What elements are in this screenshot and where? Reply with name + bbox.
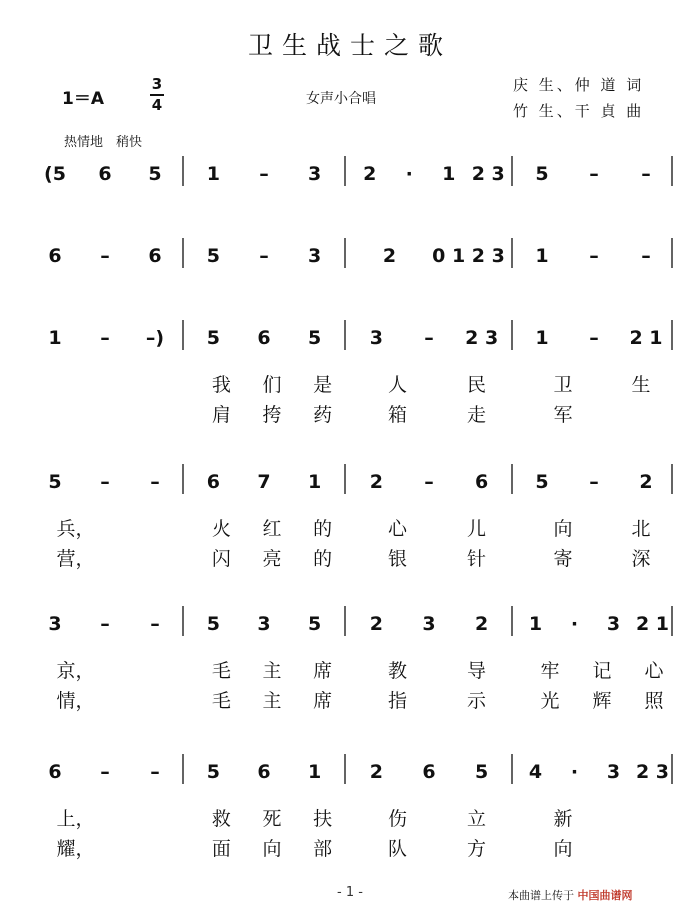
note: 1 xyxy=(535,327,549,349)
lyric-char: 儿 xyxy=(466,518,487,540)
meter-top: 3 xyxy=(151,75,163,93)
note: – xyxy=(424,471,434,493)
lyric-char: 走 xyxy=(466,404,487,426)
lyric-char: 药 xyxy=(313,404,333,426)
note: (5 xyxy=(44,163,66,185)
note: – xyxy=(589,471,599,493)
note: 5 xyxy=(206,327,220,349)
lyric-char: 毛 xyxy=(211,690,231,712)
note: – xyxy=(100,471,110,493)
lyric-char: 记 xyxy=(592,660,612,682)
lyric-char: 京， xyxy=(56,660,95,682)
lyric-char: 席 xyxy=(313,660,333,682)
note: 2 1 xyxy=(635,613,670,635)
lyricist-credit: 庆 生、仲 道 词 xyxy=(513,76,645,94)
lyric-char: 扶 xyxy=(313,808,333,830)
page-number: - 1 - xyxy=(337,885,363,900)
upload-footer xyxy=(508,887,633,903)
lyric-char: 箱 xyxy=(387,404,408,426)
tempo-marking: 热情地 稍快 xyxy=(64,135,143,150)
lyric-char: 耀， xyxy=(56,838,95,860)
lyric-char: 针 xyxy=(466,548,487,570)
note: 5 xyxy=(148,163,162,185)
note: 0 1 2 3 xyxy=(432,245,505,267)
lyric-char: 部 xyxy=(313,838,333,860)
note: 2 xyxy=(369,471,383,493)
lyric-char: 辉 xyxy=(592,690,612,712)
lyric-char: 光 xyxy=(540,690,560,712)
note: 4 xyxy=(528,761,543,783)
lyric-char: 面 xyxy=(211,838,231,860)
note: 2 xyxy=(363,163,377,185)
note: – xyxy=(424,327,434,349)
note: – xyxy=(259,163,269,185)
lyric-char: 红 xyxy=(262,518,282,540)
note: 2 3 xyxy=(471,163,505,185)
lyric-char: 向 xyxy=(553,518,573,540)
note: 2 3 xyxy=(465,327,499,349)
note: · xyxy=(570,761,579,783)
note: 6 xyxy=(48,761,62,783)
note: 1 xyxy=(308,471,322,493)
lyric-char: 心 xyxy=(387,518,408,540)
note: 5 xyxy=(308,613,322,635)
note: – xyxy=(589,327,599,349)
composer-credit: 竹 生、干 貞 曲 xyxy=(513,102,645,120)
note: 1 xyxy=(48,327,62,349)
note: 5 xyxy=(206,245,220,267)
note: · xyxy=(570,613,579,635)
lyric-char: 军 xyxy=(553,404,573,426)
lyric-char: 毛 xyxy=(211,660,231,682)
lyric-char: 主 xyxy=(262,690,282,712)
lyric-char: 伤 xyxy=(387,808,408,830)
note: 1 xyxy=(206,163,220,185)
lyric-char: 新 xyxy=(553,808,573,830)
note: 1 xyxy=(528,613,543,635)
lyric-char: 火 xyxy=(211,518,231,540)
note: 6 xyxy=(475,471,489,493)
lyric-char: 们 xyxy=(262,374,282,396)
note: – xyxy=(150,471,160,493)
note: 5 xyxy=(48,471,62,493)
lyric-char: 方 xyxy=(466,838,487,860)
lyric-char: 导 xyxy=(466,660,487,682)
note: – xyxy=(641,163,651,185)
lyric-char: 深 xyxy=(631,548,651,570)
lyric-char: 示 xyxy=(466,690,487,712)
lyric-char: 人 xyxy=(387,374,408,396)
note: 5 xyxy=(535,163,549,185)
lyric-char: 主 xyxy=(262,660,282,682)
lyric-char: 民 xyxy=(466,374,487,396)
lyric-char: 牢 xyxy=(540,660,560,682)
note: – xyxy=(100,613,110,635)
note: 7 xyxy=(257,471,271,493)
note: 2 xyxy=(475,613,489,635)
note: – xyxy=(589,163,599,185)
note: 2 xyxy=(639,471,653,493)
note: 5 xyxy=(206,613,220,635)
note: – xyxy=(100,245,110,267)
lyric-char: 银 xyxy=(387,548,408,570)
lyric-char: 的 xyxy=(313,518,333,540)
lyric-char: 向 xyxy=(262,838,282,860)
note: 6 xyxy=(206,471,220,493)
note: 5 xyxy=(206,761,220,783)
lyric-char: 肩 xyxy=(211,404,231,426)
note: – xyxy=(259,245,269,267)
note: 3 xyxy=(308,163,322,185)
footer-prefix: 本曲谱上传于 xyxy=(508,889,574,902)
lyric-char: 死 xyxy=(262,808,282,830)
lyric-char: 寄 xyxy=(553,548,573,570)
lyric-char: 席 xyxy=(313,690,333,712)
lyric-char: 闪 xyxy=(211,548,231,570)
note: 2 1 xyxy=(629,327,663,349)
lyric-char: 卫 xyxy=(553,374,573,396)
lyric-char: 上， xyxy=(56,808,95,830)
note: 1 xyxy=(442,163,456,185)
lyric-char: 情， xyxy=(56,690,95,712)
note: – xyxy=(641,245,651,267)
note: 6 xyxy=(98,163,112,185)
lyric-char: 营， xyxy=(56,548,95,570)
lyric-char: 教 xyxy=(387,660,408,682)
note: 3 xyxy=(369,327,383,349)
lyric-char: 指 xyxy=(387,690,408,712)
note: 3 xyxy=(308,245,322,267)
note: 6 xyxy=(257,327,271,349)
note: 3 xyxy=(257,613,271,635)
lyric-char: 照 xyxy=(644,690,664,712)
note: 6 xyxy=(422,761,436,783)
lyric-char: 我 xyxy=(211,374,231,396)
site-brand: 中国曲谱网 xyxy=(577,889,633,902)
note: 2 xyxy=(369,613,383,635)
note: 5 xyxy=(535,471,549,493)
note: – xyxy=(100,327,110,349)
note: 2 xyxy=(369,761,383,783)
note: 6 xyxy=(48,245,62,267)
note: 2 xyxy=(382,245,397,267)
note: 1 xyxy=(308,761,322,783)
note: 5 xyxy=(475,761,489,783)
song-title: 卫生战士之歌 xyxy=(247,31,452,60)
lyric-char: 挎 xyxy=(262,404,282,426)
note: 3 xyxy=(606,613,621,635)
lyric-char: 救 xyxy=(211,808,231,830)
note: · xyxy=(405,163,413,185)
note: – xyxy=(589,245,599,267)
note: – xyxy=(100,761,110,783)
note: 3 xyxy=(422,613,436,635)
note: 6 xyxy=(257,761,271,783)
lyric-char: 向 xyxy=(553,838,573,860)
note: 6 xyxy=(148,245,162,267)
meter-bottom: 4 xyxy=(151,95,163,114)
lyric-char: 兵， xyxy=(56,518,95,540)
key-signature: 1＝A xyxy=(62,89,104,109)
lyric-char: 生 xyxy=(631,374,651,396)
lyric-char: 心 xyxy=(644,660,664,682)
lyric-char: 队 xyxy=(387,838,408,860)
note: 3 xyxy=(606,761,621,783)
lyric-char: 立 xyxy=(466,808,487,830)
note: 2 3 xyxy=(635,761,670,783)
note: 1 xyxy=(535,245,549,267)
note: 5 xyxy=(308,327,322,349)
note: 3 xyxy=(48,613,62,635)
lyric-char: 的 xyxy=(313,548,333,570)
note: – xyxy=(150,761,160,783)
note: – xyxy=(150,613,160,635)
note: –) xyxy=(145,327,165,349)
lyric-char: 北 xyxy=(631,518,651,540)
performance-type: 女声小合唱 xyxy=(306,91,376,107)
lyric-char: 亮 xyxy=(262,548,282,570)
lyric-char: 是 xyxy=(313,374,333,396)
